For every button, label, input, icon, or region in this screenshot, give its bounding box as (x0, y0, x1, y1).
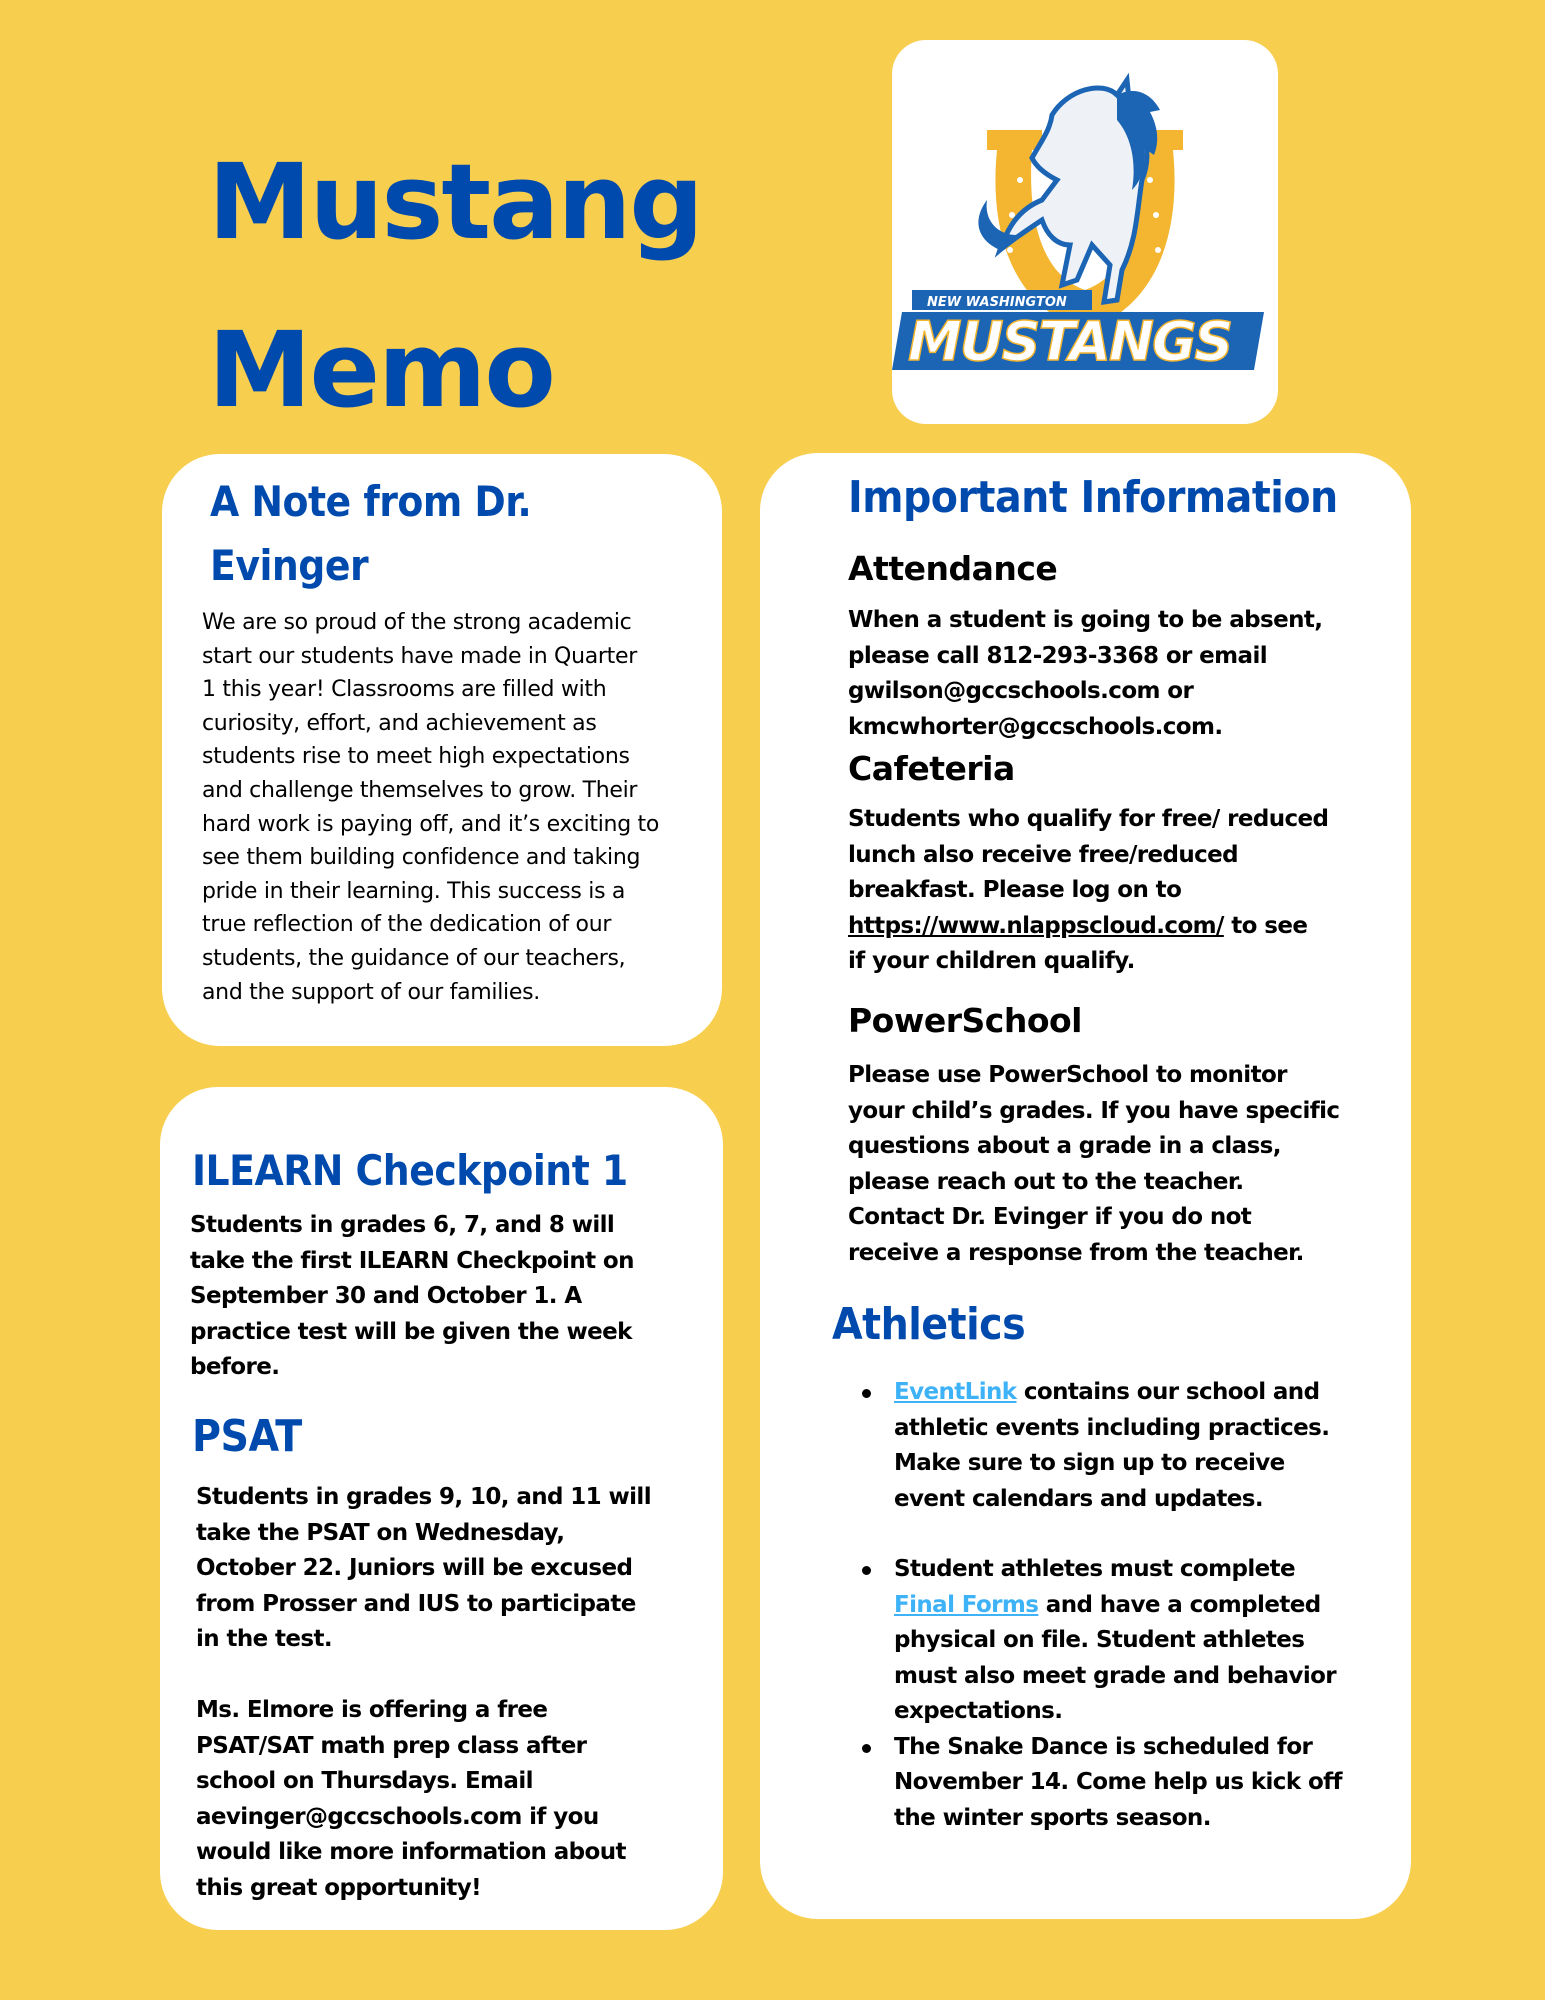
svg-text:MUSTANGS: MUSTANGS (908, 310, 1232, 373)
school-logo-card (892, 40, 1278, 424)
eventlink-link[interactable]: EventLink (894, 1379, 1017, 1405)
note-heading: A Note from Dr. Evinger (210, 477, 532, 590)
title-line-2: Memo (208, 309, 554, 431)
ilearn-body: Students in grades 6, 7, and 8 will take the first ILEARN Checkpoint on September 30 and October 1. A practice test will be given the week before. (190, 1212, 634, 1380)
nlappscloud-link[interactable]: https://www.nlappscloud.com/ (848, 912, 1224, 939)
powerschool-heading: PowerSchool (848, 1001, 1082, 1040)
title-line-1: Mustang (208, 141, 702, 263)
psat-heading: PSAT (192, 1411, 302, 1462)
mustang-horse-logo-icon (892, 40, 1278, 424)
athletics-list (858, 1375, 1342, 1836)
athletics-item-snake-dance: The Snake Dance is scheduled for November 14. Come help us kick off the winter sports season. (858, 1730, 1342, 1837)
final-forms-link[interactable]: Final Forms (894, 1591, 1039, 1618)
note-from-principal-card (162, 454, 722, 1046)
testing-card (160, 1087, 723, 1930)
cafeteria-heading: Cafeteria (848, 749, 1015, 788)
ilearn-heading: ILEARN Checkpoint 1 (192, 1146, 628, 1195)
important-info-heading: Important Information (848, 472, 1338, 523)
page-title (208, 118, 702, 454)
important-information-card (760, 453, 1411, 1919)
psat-body: Students in grades 9, 10, and 11 will take the PSAT on Wednesday, October 22. Juniors will be excused from Prosser and IUS to participate in the test. Ms. Elmore is offering a free PSAT/SAT math prep class after school on Thursdays. Email aevinger@gccschools.com if you would like more information about this great opportunity! (196, 1484, 651, 1901)
svg-text:NEW WASHINGTON: NEW WASHINGTON (927, 295, 1067, 310)
note-body: We are so proud of the strong academic start our students have made in Quarter 1 this year! Classrooms are filled with curiosity, effort, and achievement as students rise to meet high expectations and challenge themselves to grow. Their hard work is paying off, and it’s exciting to see them building confidence and taking pride in their learning. This success is a true reflection of the dedication of our students, the guidance of our teachers, and the support of our families. (202, 610, 660, 1005)
cafeteria-body: Students who qualify for free/ reduced lunch also receive free/reduced breakfast. Please log on to https://www.nlappscloud.com/ to see if your children qualify. (848, 806, 1329, 974)
powerschool-body: Please use PowerSchool to monitor your child’s grades. If you have specific questions about a grade in a class, please reach out to the teacher. Contact Dr. Evinger if you do not receive a response from the teacher. (848, 1062, 1340, 1266)
attendance-body: When a student is going to be absent, please call 812-293-3368 or email gwilson@gccschools.com or kmcwhorter@gccschools.com. (848, 607, 1323, 740)
attendance-heading: Attendance (848, 549, 1058, 588)
athletics-item-final-forms: Student athletes must complete Final Forms and have a completed physical on file. Student athletes must also meet grade and behavior expectations. (858, 1552, 1342, 1730)
athletics-heading: Athletics (832, 1299, 1026, 1350)
athletics-item-eventlink: EventLink contains our school and athletic events including practices. Make sure to sign up to receive event calendars and updates. (858, 1375, 1342, 1517)
